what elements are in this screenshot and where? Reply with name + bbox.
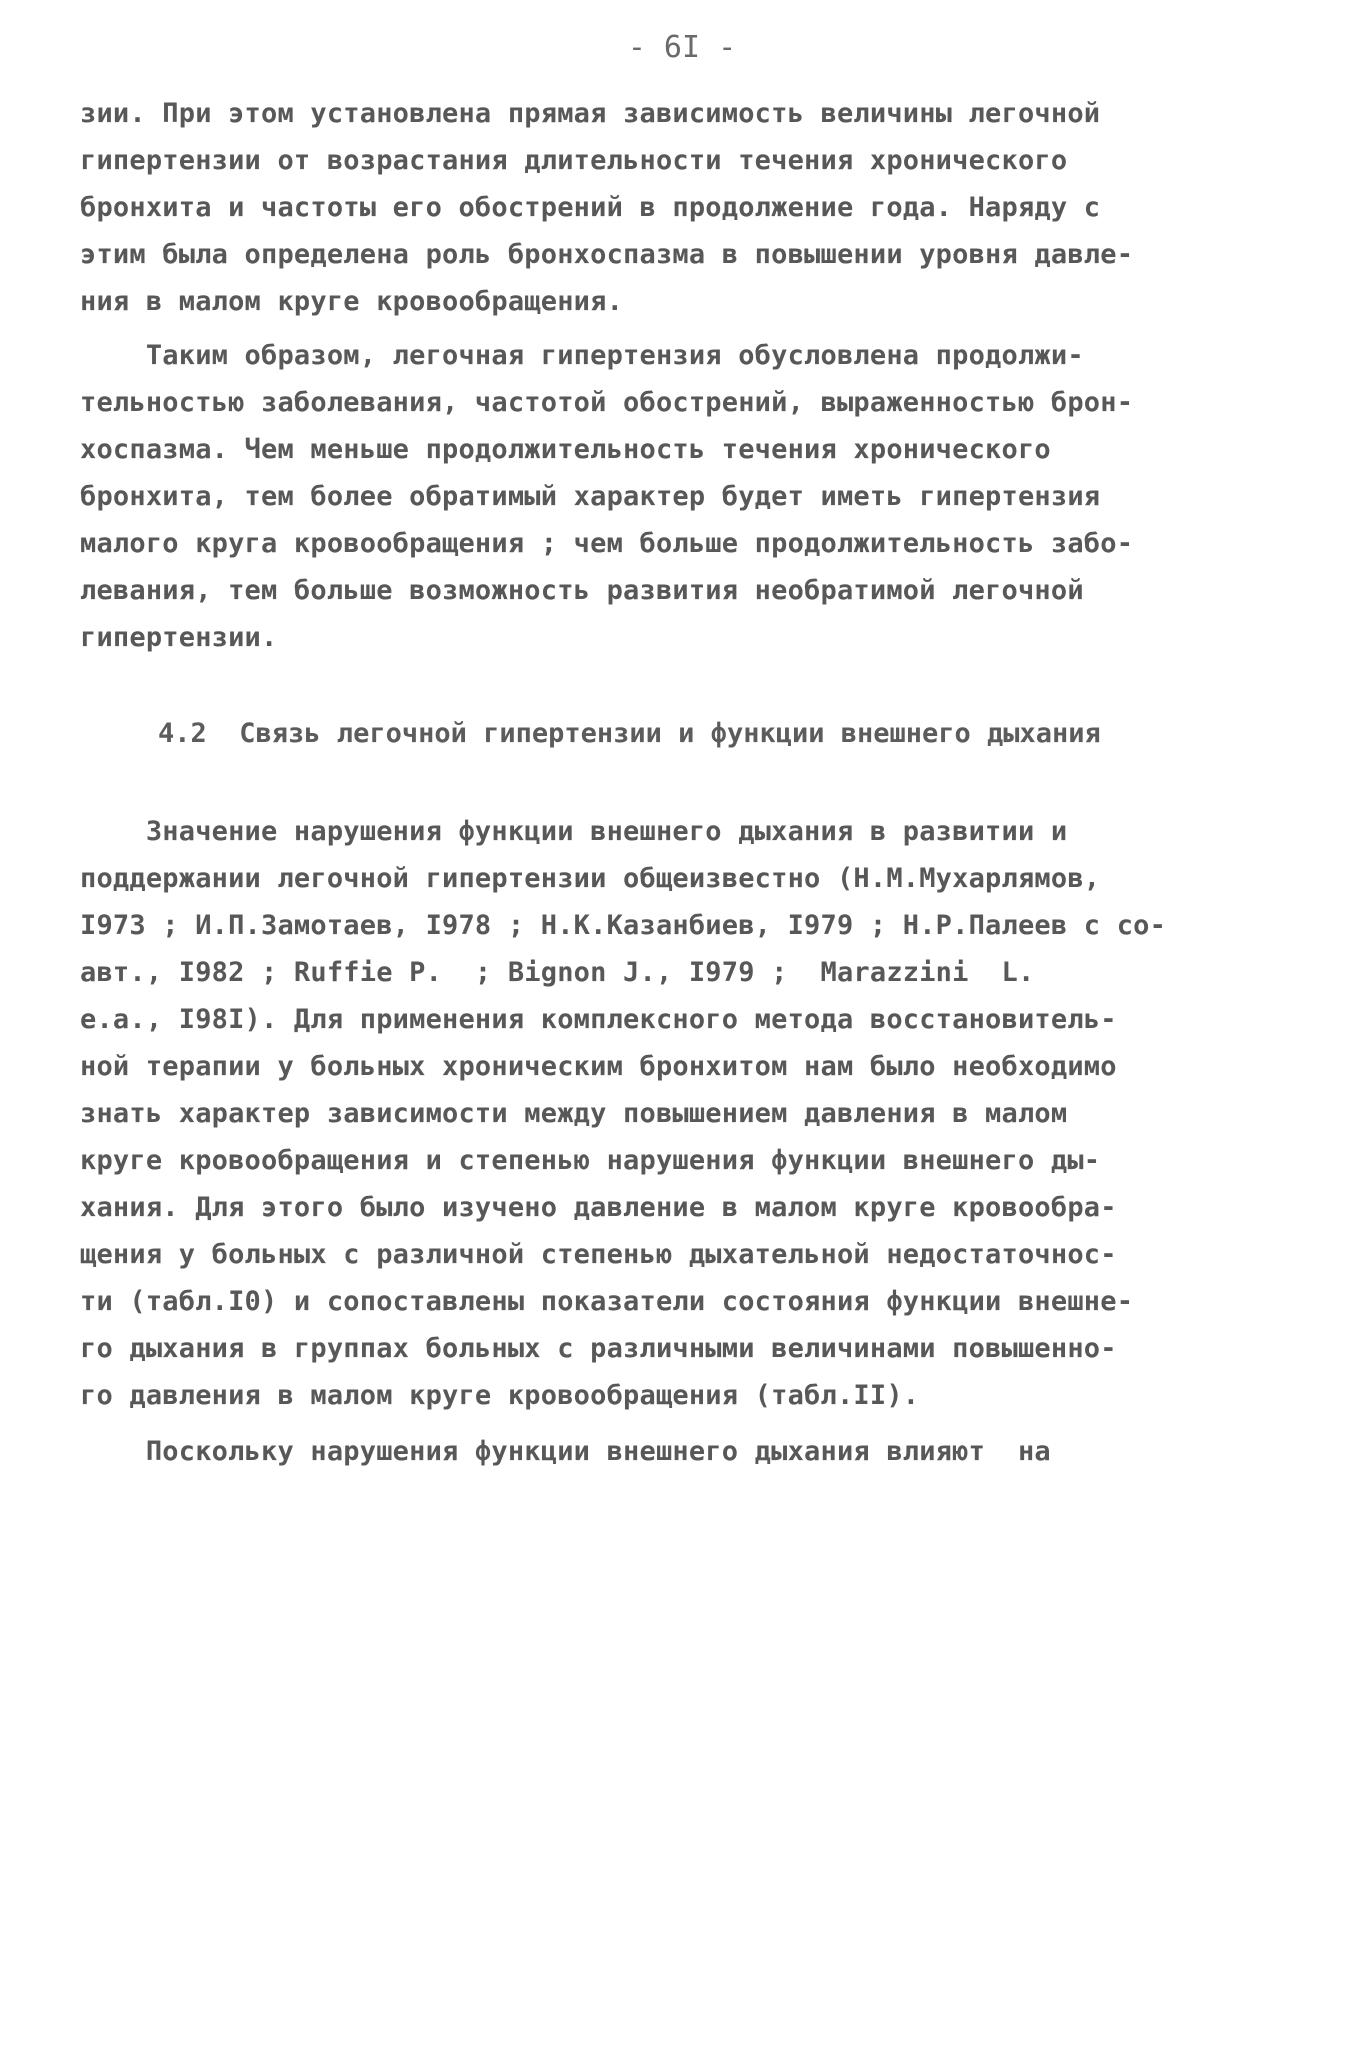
text-line: круге кровообращения и степенью нарушения функции внешнего ды- [80,1145,1101,1176]
text-line: хоспазма. Чем меньше продолжительность течения хронического [80,434,1051,465]
text-line: e.a., I98I). Для применения комплексного метода восстановитель- [80,1004,1117,1035]
text-line: гипертензии от возрастания длительности течения хронического [80,145,1068,176]
text-line: Поскольку нарушения функции внешнего дыхания влияют на [80,1436,1051,1467]
text-line: этим была определена роль бронхоспазма в повышении уровня давле- [80,239,1134,270]
text-line: Таким образом, легочная гипертензия обусловлена продолжи- [80,340,1084,371]
text-line: ной терапии у больных хроническим бронхитом нам было необходимо [80,1051,1117,1082]
text-line: малого круга кровообращения ; чем больше продолжительность забо- [80,528,1134,559]
text-line: го давления в малом круге кровообращения (табл.II). [80,1380,920,1411]
text-line: щения у больных с различной степенью дыхательной недостаточнос- [80,1239,1117,1270]
text-line: знать характер зависимости между повышением давления в малом [80,1098,1068,1129]
text-line: авт., I982 ; Ruffie P. ; Bignon J., I979 ; Marazzini L. [80,957,1035,988]
text-line: хания. Для этого было изучено давление в малом круге кровообра- [80,1192,1117,1223]
text-line: I973 ; И.П.Замотаев, I978 ; Н.К.Казанбиев, I979 ; Н.Р.Палеев с со- [80,910,1167,941]
text-line: бронхита и частоты его обострений в продолжение года. Наряду с [80,192,1101,223]
text-line: Значение нарушения функции внешнего дыхания в развитии и [80,816,1068,847]
section-heading: 4.2 Связь легочной гипертензии и функции внешнего дыхания [158,718,1101,749]
text-line: гипертензии. [80,622,278,653]
text-line: го дыхания в группах больных с различными величинами повышенно- [80,1333,1117,1364]
text-line: поддержании легочной гипертензии общеизвестно (Н.М.Мухарлямов, [80,863,1101,894]
text-line: левания, тем больше возможность развития необратимой легочной [80,575,1084,606]
text-line: тельностью заболевания, частотой обострений, выраженностью брон- [80,387,1134,418]
text-line: зии. При этом установлена прямая зависимость величины легочной [80,98,1101,129]
text-line: ния в малом круге кровообращения. [80,286,624,317]
text-line: бронхита, тем более обратимый характер будет иметь гипертензия [80,481,1101,512]
page-number: - 6I - [627,30,737,65]
text-line: ти (табл.I0) и сопоставлены показатели состояния функции внешне- [80,1286,1134,1317]
